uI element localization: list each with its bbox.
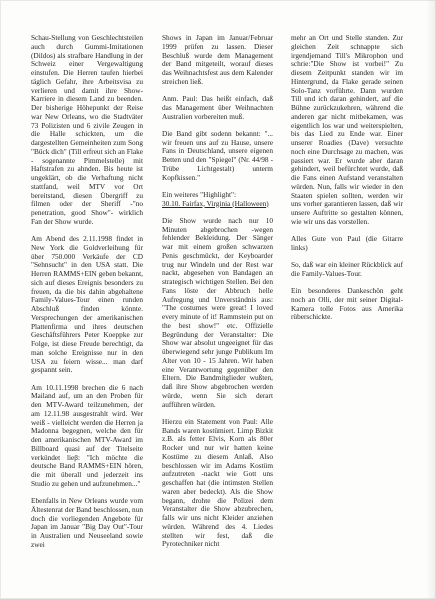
paragraph: Hierzu ein Statement von Paul: Alle Bands waren kostümiert. Limp Bizkit z.B. als fetter Elvis, Korn als 80er Rocker und nur wir hatten keine Kostüme zu diesem Anlaß. Also beschlossen wir im Adams Kostüm aufzutreten -nackt wie Gott uns geschaffen hat (die intimsten Stellen waren aber bedeckt). Als die Show begann, drohte die Polizei dem Veranstalter die Show abzubrechen, falls wir uns nicht Kleider anziehen würden. Während des 4. Liedes stellten wir fest, daß die Pyrotechniker nicht	[162, 416, 273, 549]
paragraph: Am Abend des 2.11.1998 findet in New York die Goldverleihung für über 750.000 Verkäufe der CD "Sehnsucht" in den USA statt. Die Herren RAMMS+EIN geben bekannt, sich auf dieses Ereignis besonders zu freuen, da die bis dahin abgehaltene Family-Values-Tour einen runden Abschluß finden könnte. Versprechungen der amerikanischen Plattenfirma und ihres deutschen Geschäftsführers Peter Koeppke zur Folge, ist diese Freude berechtigt, da man solche Ereignisse nur in den USA zu feiern wisse... man darf gespannt sein.	[31, 234, 143, 375]
paragraph: Am 10.11.1998 brechen die 6 nach Mailand auf, um an den Proben für den MTV-Award teilzunehmen, der am 12.11.98 ausgestrahlt wird. Wer weiß - vielleicht werden die Herren ja Madonna begegnen, welche den für den amerikanischen MTV-Award im Billboard quasi auf der Titelseite verkündet lieβ: "Ich möchte die deutsche Band RAMMS+EIN hören, die mit überall und jederzeit ins Studio zu gehen und aufzunehmen..."	[31, 382, 143, 488]
paragraph: Ebenfalls in New Orleans wurde vom Ältestenrat der Band beschlossen, nun doch die vorliegenden Angebote für Japan im Januar "Big Day Out"-Tour in Australien und Neuseeland sowie zwei	[31, 496, 143, 549]
closing-paragraph: Ein besonderes Dankeschön geht noch an Olli, der mit seiner Digital-Kamera tolle Fotos aus Amerika rüberschickte.	[291, 286, 403, 322]
paragraph: Die Show wurde nach nur 10 Minuten abgebrochen -wegen fehlender Bekleidung. Der Sänger war mit einem großen schwarzen Penis geschmückt, der Keyboarder trug nur Windeln und der Rest war nackt, abgesehen von Bandagen an strategisch wichtigen Stellen. Bei den Fans löste der Abbruch helle Aufregung und Unverständnis aus: "The costumes were great! I loved every minute of it! Rammstein put on the best show!" etc. Offizielle Begründung der Veranstalter: Die Show war absolut ungeeignet für das überwiegend sehr junge Publikum Im Alter von 10 - 15 Jahren. Wir haben eine Verantwortung gegenüber den Eltern. Die Bandmitglieder wußten, daß ihre Show abgebrochen werden würde, wenn Sie sich derart aufführen würden.	[162, 215, 273, 409]
text-column-3	[291, 34, 403, 331]
paragraph: mehr an Ort und Stelle standen. Zur gleichen Zeit schnappte sich irgendjemand Till's Mikrophon und schrie:"Die Show ist vorbei!" Zu diesem Zeitpunkt standen wir im Hintergrund, da Flake gerade seinen Solo-Tanz vorführte. Dann wurden Till und ich daran gehindert, auf die Bühne zurückzukehren, während die anderen gar nicht mitbekamen, was eigentlich los war und weiterspielten, bis das Lied zu Ende war. Einer unserer Roadies (Dave) versuchte noch eine Durchsage zu machen, was passiert war. Er wurde aber daran gehindert, weil befürchtet wurde, daß die Fans einen Aufstand veranstalten würden. Nun, falls wir wieder in den Staaten spielen sollten, werden wir uns vorher garantieren lassen, daß wir unsere Auftritte so gestalten können, wie wir uns das vorstellen.	[291, 33, 403, 226]
text-column-2	[162, 34, 273, 549]
paragraph: Die Band gibt sodenn bekannt: "... wir freuen uns auf zu Hause, unsere Fans in Deutschland, unsere eigenen Betten und den "Spiegel" (Nr. 44/98 - Trübe Lichtgestalt) unterm Kopfkissen."	[162, 128, 273, 182]
paragraph: So, daß war ein kleiner Rückblick auf die Family-Values-Tour.	[291, 260, 403, 278]
paragraph: Ein weiteres "Highlight":	[162, 189, 237, 199]
text-column-1	[31, 34, 143, 550]
paragraph: Anm. Paul: Das heißt einfach, daß das Management über Weihnachten Australien vorbereiten muß.	[162, 94, 273, 121]
signature-line: Alles Gute von Paul (die Gitarre links)	[291, 234, 403, 252]
page-edge-shadow	[426, 0, 436, 599]
section-heading: 30.10. Fairfax, Virginia (Halloween)	[162, 198, 269, 208]
paragraph: Shows in Japan im Januar/Februar 1999 prüfen zu lassen. Dieser Beschluß wurde dem Management der Band mitgeteilt, worauf dieses das Weihnachtsfest aus dem Kalender streichen ließ.	[162, 33, 273, 86]
paragraph: Schau-Stellung von Geschlechtsteilen auch durch Gummi-Imitationen (Dildos) als strafbare Handlung in der Schweiz einer Vergewaltigung einstufen. Die Herren taufen hierbei täglich Gefahr, ihre Arbeitsvisa zu verlieren und damit ihre Show-Karriere in diesem Land zu beenden. Der bisherige Höhepunkt der Reise war New Orleans, wo die Stadtväter 73 Polizisten und 6 zivile Zeugen in die Halle schickten, um die dargestellten Gemeinheiten zum Song "Bück dich" (Till erfreut sich an Flake - sogenannte Pimmelstelle) mit Haftstrafen zu ahnden. Bis heute ist ungeklärt, ob die Verhaftung nicht stattfand, weil MTV vor Ort bereitstand, diesen Übergriff zu filmen oder der Sheriff -"no penetration, good Show"- wirklich Fan der Show wurde.	[31, 33, 143, 226]
